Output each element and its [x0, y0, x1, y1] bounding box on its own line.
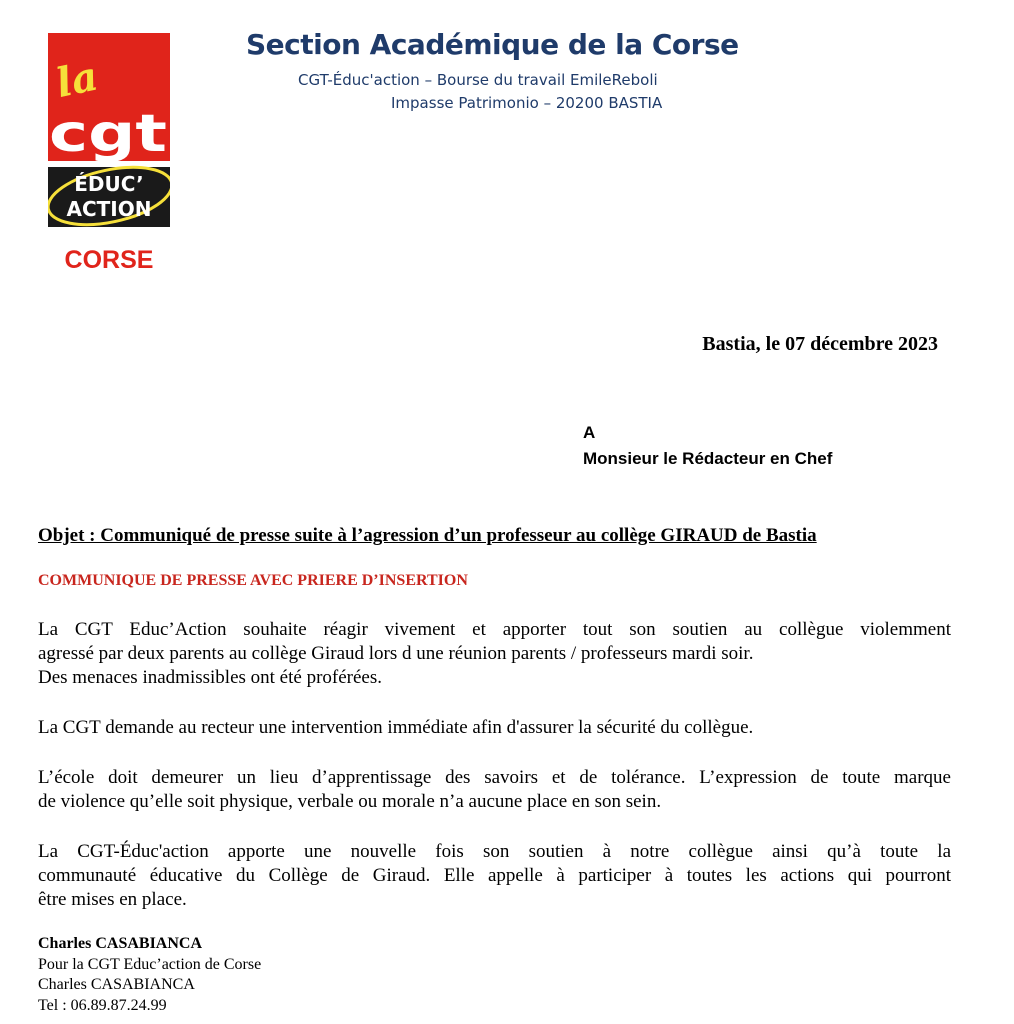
body-line: communauté éducative du Collège de Giraud. Elle appelle à participer à toutes les actions qui pourront — [38, 865, 951, 886]
body-line: L’école doit demeurer un lieu d’apprentissage des savoirs et de tolérance. L’expression de toute marque — [38, 767, 951, 788]
body-line: La CGT Educ’Action souhaite réagir vivement et apporter tout son soutien au collègue violemment — [38, 619, 951, 640]
body-line: La CGT demande au recteur une intervention immédiate afin d'assurer la sécurité du collègue. — [38, 717, 754, 738]
recipient-line-2: Monsieur le Rédacteur en Chef — [583, 449, 833, 468]
letter-subject: Objet : Communiqué de presse suite à l’agression d’un professeur au collège GIRAUD de Bastia — [38, 525, 817, 546]
body-line: être mises en place. — [38, 889, 187, 910]
press-release-header: COMMUNIQUE DE PRESSE AVEC PRIERE D’INSERTION — [38, 572, 468, 589]
body-line: La CGT-Éduc'action apporte une nouvelle fois son soutien à notre collègue ainsi qu’à toute la — [38, 841, 951, 862]
body-paragraph-2 — [38, 716, 951, 740]
body-paragraph-4 — [38, 840, 951, 912]
body-paragraph-1 — [38, 618, 951, 690]
signature-line: Charles CASABIANCA — [38, 976, 195, 993]
logo-educ-text: ÉDUC’ — [74, 172, 144, 196]
signature-line: Pour la CGT Educ’action de Corse — [38, 955, 262, 973]
logo-cgt-text: cgt — [49, 104, 167, 164]
cgt-educaction-logo — [48, 33, 170, 229]
logo-caption: CORSE — [64, 246, 154, 274]
section-title: Section Académique de la Corse — [246, 28, 739, 61]
letter-date: Bastia, le 07 décembre 2023 — [702, 333, 938, 355]
body-paragraph-3 — [38, 766, 951, 814]
logo-action-text: ACTION — [66, 197, 152, 221]
header-address-line-2: Impasse Patrimonio – 20200 BASTIA — [391, 94, 663, 112]
header-address-line-1: CGT-Éduc'action – Bourse du travail EmileReboli — [298, 71, 658, 89]
body-line: de violence qu’elle soit physique, verbale ou morale n’a aucune place en son sein. — [38, 791, 662, 812]
signatory-name: Charles CASABIANCA — [38, 935, 203, 952]
signature-block — [38, 934, 261, 1016]
body-line: Des menaces inadmissibles ont été proférées. — [38, 667, 382, 688]
logo-la-text: la — [51, 52, 102, 108]
body-line: agressé par deux parents au collège Giraud lors d une réunion parents / professeurs mardi soir. — [38, 643, 754, 664]
recipient-line-1: A — [583, 423, 596, 442]
signature-phone: Tel : 06.89.87.24.99 — [38, 996, 167, 1014]
